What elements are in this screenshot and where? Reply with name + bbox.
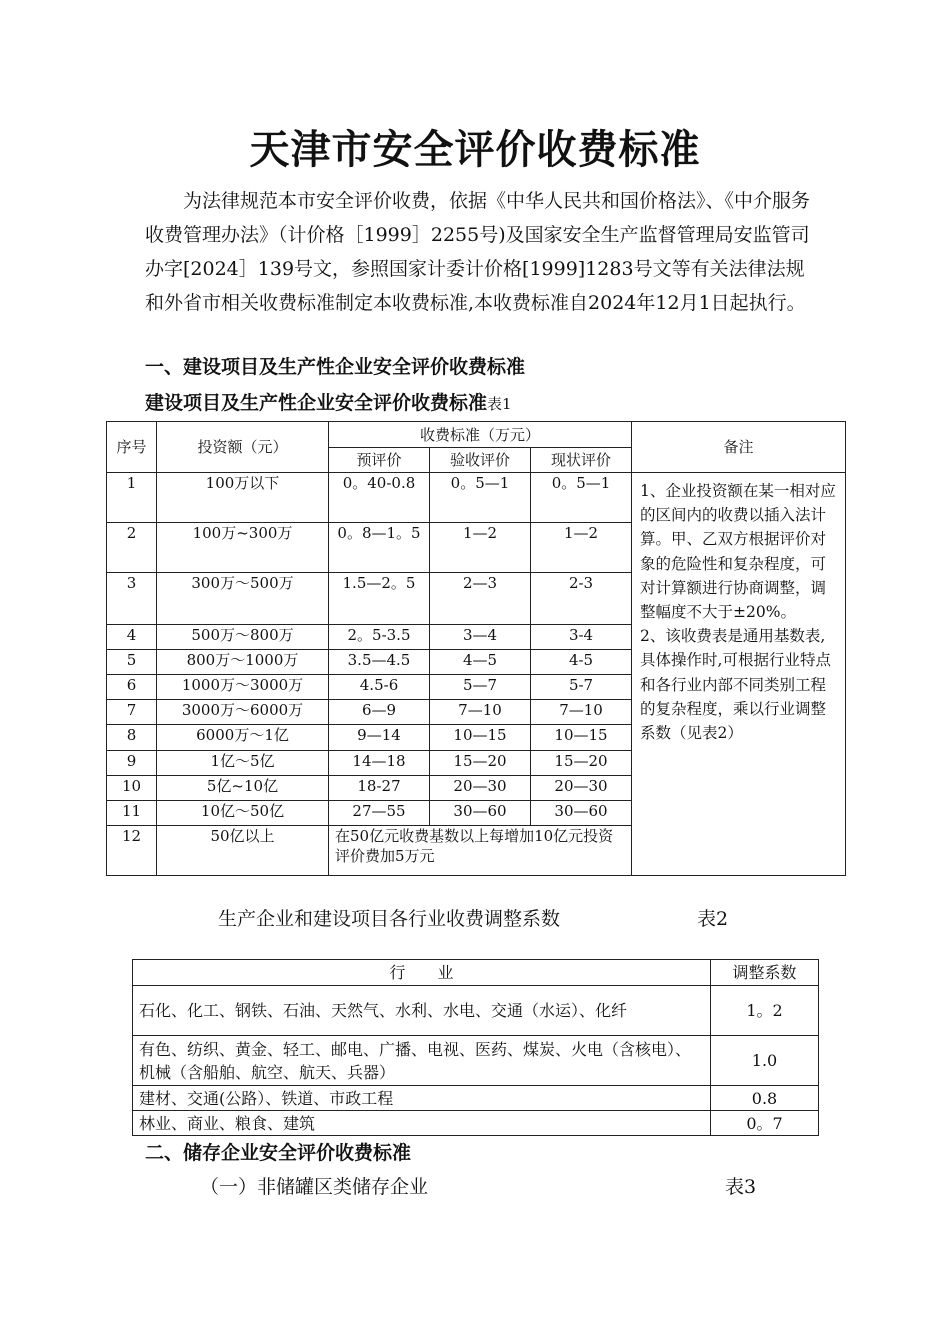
row-invest: 1亿～5亿 bbox=[157, 751, 329, 776]
industry-cell: 建材、交通(公路）、铁道、市政工程 bbox=[133, 1086, 711, 1111]
industry-cell: 林业、商业、粮食、建筑 bbox=[133, 1111, 711, 1136]
header-pre: 预评价 bbox=[329, 448, 430, 473]
row-pre: 18-27 bbox=[329, 776, 430, 801]
row-accept: 10—15 bbox=[430, 725, 531, 751]
section-1-heading: 一、建设项目及生产性企业安全评价收费标准 bbox=[145, 356, 526, 378]
row-accept: 20—30 bbox=[430, 776, 531, 801]
intro-text: 为法律规范本市安全评价收费，依据《中华人民共和国价格法》、《中介服务收费管理办法》（计价格［1999］2255号)及国家安全生产监督管理局安监管司办字[2024］139号文，参照国家计委计价格[1999]1283号文等有关法律法规和外省市相关收费标准制定本收费标准,本收费标准自2024年12月1日起执行。 bbox=[145, 190, 811, 314]
section-2-subheading: （一）非储罐区类储存企业 bbox=[200, 1176, 429, 1198]
header-current: 现状评价 bbox=[531, 448, 632, 473]
table-2-tag: 表2 bbox=[697, 908, 729, 930]
row-accept: 1—2 bbox=[430, 523, 531, 573]
row-accept: 5—7 bbox=[430, 675, 531, 700]
table-1-tag: 表1 bbox=[487, 395, 512, 413]
row-seq: 10 bbox=[107, 776, 157, 801]
table-row bbox=[133, 1111, 819, 1136]
row-current: 20—30 bbox=[531, 776, 632, 801]
row-fee-note: 在50亿元收费基数以上每增加10亿元投资评价费加5万元 bbox=[329, 826, 632, 876]
row-current: 10—15 bbox=[531, 725, 632, 751]
row-pre: 4.5-6 bbox=[329, 675, 430, 700]
table-row bbox=[133, 1036, 819, 1086]
fee-standard-table bbox=[106, 421, 846, 876]
coefficient-cell: 1.0 bbox=[711, 1036, 819, 1086]
row-seq: 9 bbox=[107, 751, 157, 776]
row-seq: 8 bbox=[107, 725, 157, 751]
row-accept: 2—3 bbox=[430, 573, 531, 625]
row-seq: 7 bbox=[107, 700, 157, 725]
row-current: 0。5—1 bbox=[531, 473, 632, 523]
row-pre: 2。5-3.5 bbox=[329, 625, 430, 650]
row-invest: 6000万～1亿 bbox=[157, 725, 329, 751]
intro-paragraph bbox=[145, 184, 810, 320]
row-seq: 11 bbox=[107, 801, 157, 826]
row-accept: 0。5—1 bbox=[430, 473, 531, 523]
table-2-caption: 生产企业和建设项目各行业收费调整系数 bbox=[218, 908, 561, 930]
remark-2: 2、该收费表是通用基数表,具体操作时,可根据行业特点和各行业内部不同类别工程的复杂程度，乘以行业调整系数（见表2） bbox=[640, 627, 831, 743]
row-invest: 5亿~10亿 bbox=[157, 776, 329, 801]
row-invest: 1000万～3000万 bbox=[157, 675, 329, 700]
table-row bbox=[133, 1086, 819, 1111]
remarks-cell bbox=[632, 473, 846, 876]
row-accept: 4—5 bbox=[430, 650, 531, 675]
row-invest: 800万～1000万 bbox=[157, 650, 329, 675]
coefficient-cell: 1。2 bbox=[711, 986, 819, 1036]
table-1-caption-text: 建设项目及生产性企业安全评价收费标准 bbox=[145, 392, 488, 414]
row-current: 2-3 bbox=[531, 573, 632, 625]
row-accept: 30—60 bbox=[430, 801, 531, 826]
table-row bbox=[133, 986, 819, 1036]
row-current: 30—60 bbox=[531, 801, 632, 826]
remark-1: 1、企业投资额在某一相对应的区间内的收费以插入法计算。甲、乙双方根据评价对象的危险性和复杂程度，可对计算额进行协商调整，调整幅度不大于±20%。 bbox=[640, 482, 836, 622]
row-invest: 100万以下 bbox=[157, 473, 329, 523]
page-title: 天津市安全评价收费标准 bbox=[249, 127, 701, 173]
row-current: 15—20 bbox=[531, 751, 632, 776]
row-invest: 10亿～50亿 bbox=[157, 801, 329, 826]
coefficient-cell: 0。7 bbox=[711, 1111, 819, 1136]
row-pre: 14—18 bbox=[329, 751, 430, 776]
row-seq: 6 bbox=[107, 675, 157, 700]
row-pre: 9—14 bbox=[329, 725, 430, 751]
row-seq: 12 bbox=[107, 826, 157, 876]
table-1-caption bbox=[145, 388, 512, 415]
industry-cell: 有色、纺织、黄金、轻工、邮电、广播、电视、医药、煤炭、火电（含核电）、机械（含船舶、航空、航天、兵器） bbox=[133, 1036, 711, 1086]
section-2-heading: 二、储存企业安全评价收费标准 bbox=[145, 1142, 412, 1164]
row-seq: 1 bbox=[107, 473, 157, 523]
header-industry: 行 业 bbox=[133, 960, 711, 986]
header-coefficient: 调整系数 bbox=[711, 960, 819, 986]
row-current: 1—2 bbox=[531, 523, 632, 573]
row-pre: 0。40-0.8 bbox=[329, 473, 430, 523]
row-pre: 0。8—1。5 bbox=[329, 523, 430, 573]
table-3-tag: 表3 bbox=[725, 1176, 757, 1198]
row-pre: 27—55 bbox=[329, 801, 430, 826]
row-seq: 2 bbox=[107, 523, 157, 573]
coefficient-cell: 0.8 bbox=[711, 1086, 819, 1111]
row-current: 3-4 bbox=[531, 625, 632, 650]
row-current: 7—10 bbox=[531, 700, 632, 725]
row-seq: 3 bbox=[107, 573, 157, 625]
row-seq: 5 bbox=[107, 650, 157, 675]
row-accept: 7—10 bbox=[430, 700, 531, 725]
header-seq: 序号 bbox=[107, 422, 157, 473]
row-pre: 6—9 bbox=[329, 700, 430, 725]
header-invest: 投资额（元） bbox=[157, 422, 329, 473]
table-row bbox=[107, 473, 846, 523]
row-pre: 3.5—4.5 bbox=[329, 650, 430, 675]
row-seq: 4 bbox=[107, 625, 157, 650]
row-invest: 50亿以上 bbox=[157, 826, 329, 876]
industry-coefficient-table bbox=[132, 959, 819, 1136]
industry-cell: 石化、化工、钢铁、石油、天然气、水利、水电、交通（水运）、化纤 bbox=[133, 986, 711, 1036]
row-invest: 100万~300万 bbox=[157, 523, 329, 573]
row-pre: 1.5—2。5 bbox=[329, 573, 430, 625]
row-accept: 3—4 bbox=[430, 625, 531, 650]
row-invest: 500万～800万 bbox=[157, 625, 329, 650]
row-invest: 300万～500万 bbox=[157, 573, 329, 625]
row-invest: 3000万～6000万 bbox=[157, 700, 329, 725]
row-accept: 15—20 bbox=[430, 751, 531, 776]
row-current: 4-5 bbox=[531, 650, 632, 675]
header-fee: 收费标准（万元） bbox=[329, 422, 632, 448]
row-current: 5-7 bbox=[531, 675, 632, 700]
header-remark: 备注 bbox=[632, 422, 846, 473]
header-accept: 验收评价 bbox=[430, 448, 531, 473]
